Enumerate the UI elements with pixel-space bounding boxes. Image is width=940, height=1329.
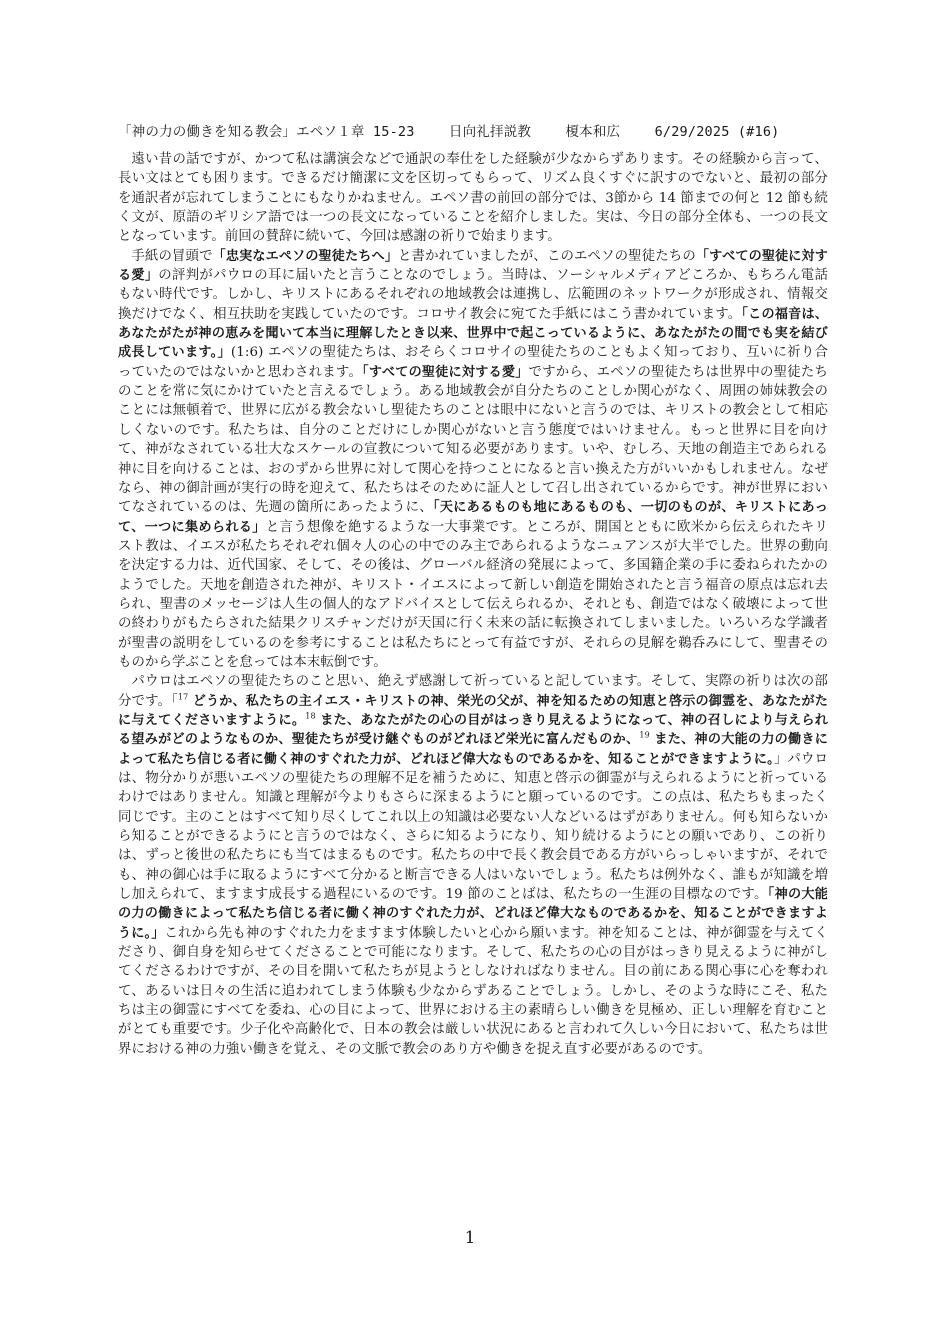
- paragraph-text: パウロはエペソの聖徒たちのこと思い、絶えず感謝して祈っていると記しています。そして、実際の祈りは次の部分です。「: [118, 674, 828, 709]
- paragraph-text: 遠い昔の話ですが、かつて私は講演会などで通訳の奉仕をした経験が少なからずあります。その経験から言って、長い文はとても困ります。できるだけ簡潔に文を区切ってもらって、リズム良くすぐに訳すのでないと、最初の部分を通訳者が忘れてしまうことにもなりかねません。エペソ書の前回の部分では、3節から 14 節までの何と 12 節も続く文が、原語のギリシア語では一つの長文になっていることを紹介しました。実は、今日の部分全体も、一つの長文となっています。前回の賛辞に続いて、今回は感謝の祈りで始まります。: [118, 152, 828, 245]
- sermon-body: [118, 150, 828, 1059]
- verse-number: 18: [305, 711, 316, 721]
- emphasized-quote: 「忠実なエペソの聖徒たちへ」: [212, 248, 399, 264]
- paragraph-text: の評判がパウロの耳に届いたと言うことなのでしょう。当時は、ソーシャルメディアどころか、もちろん電話もない時代です。しかし、キリストにあるそれぞれの地域教会は連携し、広範囲のネットワークが形成され、情報交換だけでなく、相互扶助を実践していたのです。コロサイ教会に宛てた手紙にはこう書かれています。: [118, 268, 828, 322]
- emphasized-quote: 「すべての聖徒に対する愛」: [118, 248, 828, 284]
- paragraph-text: と言う想像を絶するような一大事業です。ところが、開国とともに欧米から伝えられたキリスト教は、イエスが私たちそれぞれ個々人の心の中でのみ主であられるようなニュアンスが大半でした。世界の動向を決定する力は、近代国家、そして、その後は、グローバル経済の発展によって、多国籍企業の手に委ねられたかのようでした。天地を創造された神が、キリスト・イエスによって新しい創造を開始されたと言う福音の原点は忘れ去られ、聖書のメッセージは人生の個人的なアドバイスとして伝えられるか、それとも、創造ではなく破壊によって世の終わりがもたらされた結果クリスチャンだけが天国に行く未来の話に転換されてしまいました。いろいろな学識者が聖書の説明をしているのを参考にすることは私たちにとって有益ですが、それらの見解を鵜呑みにして、聖書そのものから学ぶことを怠っては本末転倒です。: [118, 519, 829, 670]
- document-header: [118, 120, 838, 140]
- paragraph-text: (1:6) エペソの聖徒たちは、おそらくコロサイの聖徒たちのこともよく知っており、互いに祈り合っていたのではないかと思わされます。: [118, 345, 828, 380]
- paragraph-text: ですから、エペソの聖徒たちは世界中の聖徒たちのことを常に気にかけていたと言えるでしょう。ある地域教会が自分たちのことしか関心がなく、周囲の姉妹教会のことには無頓着で、世界に広がる教会ないし聖徒たちのことは眼中にないと言うのでは、キリストの教会として相応しくないのです。私たちは、自分のことだけにしか関心がないと言う態度ではいけません。もっと世界に目を向けて、神がなされている壮大なスケールの宣教について知る必要があります。いや、むしろ、天地の創造主であられる神に目を向けることは、おのずから世界に対して関心を持つことになると言い換えた方がいいかもしれません。なぜなら、神の御計画が実行の時を迎えて、私たちはそのために証人として召し出されているからです。神が世界においてなされているのは、先週の箇所にあったように、: [118, 364, 828, 516]
- paragraph-2: [118, 247, 828, 673]
- paragraph-text: 手紙の冒頭で: [131, 248, 213, 264]
- page-number: 1: [464, 1228, 476, 1248]
- emphasized-quote: どうか、私たちの主イエス・キリストの神、栄光の父が、神を知るための知恵と啓示の御霊を、あなたがたに与えてくださいますように。: [118, 693, 828, 728]
- emphasized-quote: 「神の大能の力の働きによって私たち信じる者に働く神のすぐれた力が、どれほど偉大なものであるかを、知ることができますように。」: [118, 887, 829, 941]
- paragraph-3: [118, 672, 828, 1059]
- paragraph-text: 」パウロは、物分かりが悪いエペソの聖徒たちの理解不足を補うために、知恵と啓示の御霊が与えられるようにと祈っているわけではありません。知識と理解が今よりもさらに深まるようにと願っているのです。この点は、私たちもまったく同じです。主のことはすべて知り尽くしてこれ以上の知識は必要ない人などいるはずがありません。何も知らないから知ることができるようにと言うのではなく、さらに知るようになり、知り続けるようにとの願いであり、この祈りは、ずっと後世の私たちにも当てはまるものです。私たちの中で長く教会員である方がいらっしゃいますが、それでも、神の御心は手に取るようにすべて分かると断言できる人はいないでしょう。私たちは例外なく、誰もが知識を増し加えられて、ますます成長する過程にいるのです。19 節のことばは、私たちの一生涯の目標なのです。: [118, 751, 829, 903]
- author-name: 榎本和広: [565, 124, 621, 140]
- verse-number: 17: [177, 692, 189, 702]
- emphasized-quote: 「すべての聖徒に対する愛」: [362, 364, 529, 380]
- verse-number: 19: [639, 730, 650, 740]
- sermon-date: 6/29/2025 (#16): [654, 124, 780, 140]
- sermon-title: 「神の力の働きを知る教会」エペソ１章 15-23: [118, 124, 415, 140]
- paragraph-text: これから先も神のすぐれた力をますます体験したいと心から願います。神を知ることは、神が御霊を与えてくださり、御自身を知らせてくださることで可能になります。そして、私たちの心の目がはっきり見えるように神がしてくださるわけですが、その目を開いて私たちが見ようとしなければなりません。目の前にある関心事に心を奪われて、あるいは日々の生活に追われてしまう体験も少なからずあることでしょう。しかし、そのような時にこそ、私たちは主の御霊にすべてを委ね、心の目によって、世界における主の素晴らしい働きを見極め、正しい理解を育むことがとても重要です。少子化や高齢化で、日本の教会は厳しい状況にあると言われて久しい今日において、私たちは世界における神の力強い働きを覚え、その文脈で教会のあり方や働きを捉え直す必要があるのです。: [118, 925, 829, 1057]
- emphasized-quote: 「天にあるものも地にあるものも、一切のものが、キリストにあって、一つに集められる」: [118, 500, 828, 535]
- service-name: 日向礼拝説教: [448, 124, 532, 140]
- emphasized-quote: また、あなたがたの心の目がはっきり見えるようになって、神の召しにより与えられる望みがどのようなものか、聖徒たちが受け継ぐものがどれほど栄光に富んだものか、: [118, 712, 828, 748]
- paragraph-1: [118, 150, 828, 247]
- paragraph-text: と書かれていましたが、このエペソの聖徒たちの: [398, 248, 696, 264]
- emphasized-quote: また、神の大能の力の働きによって私たち信じる者に働く神のすぐれた力が、どれほど偉大なものであるかを、知ることができますように。: [118, 732, 828, 767]
- emphasized-quote: 「この福音は、あなたがたが神の恵みを聞いて本当に理解したとき以来、世界中で起こっているように、あなたがたの間でも実を結び成長しています。」: [118, 306, 829, 361]
